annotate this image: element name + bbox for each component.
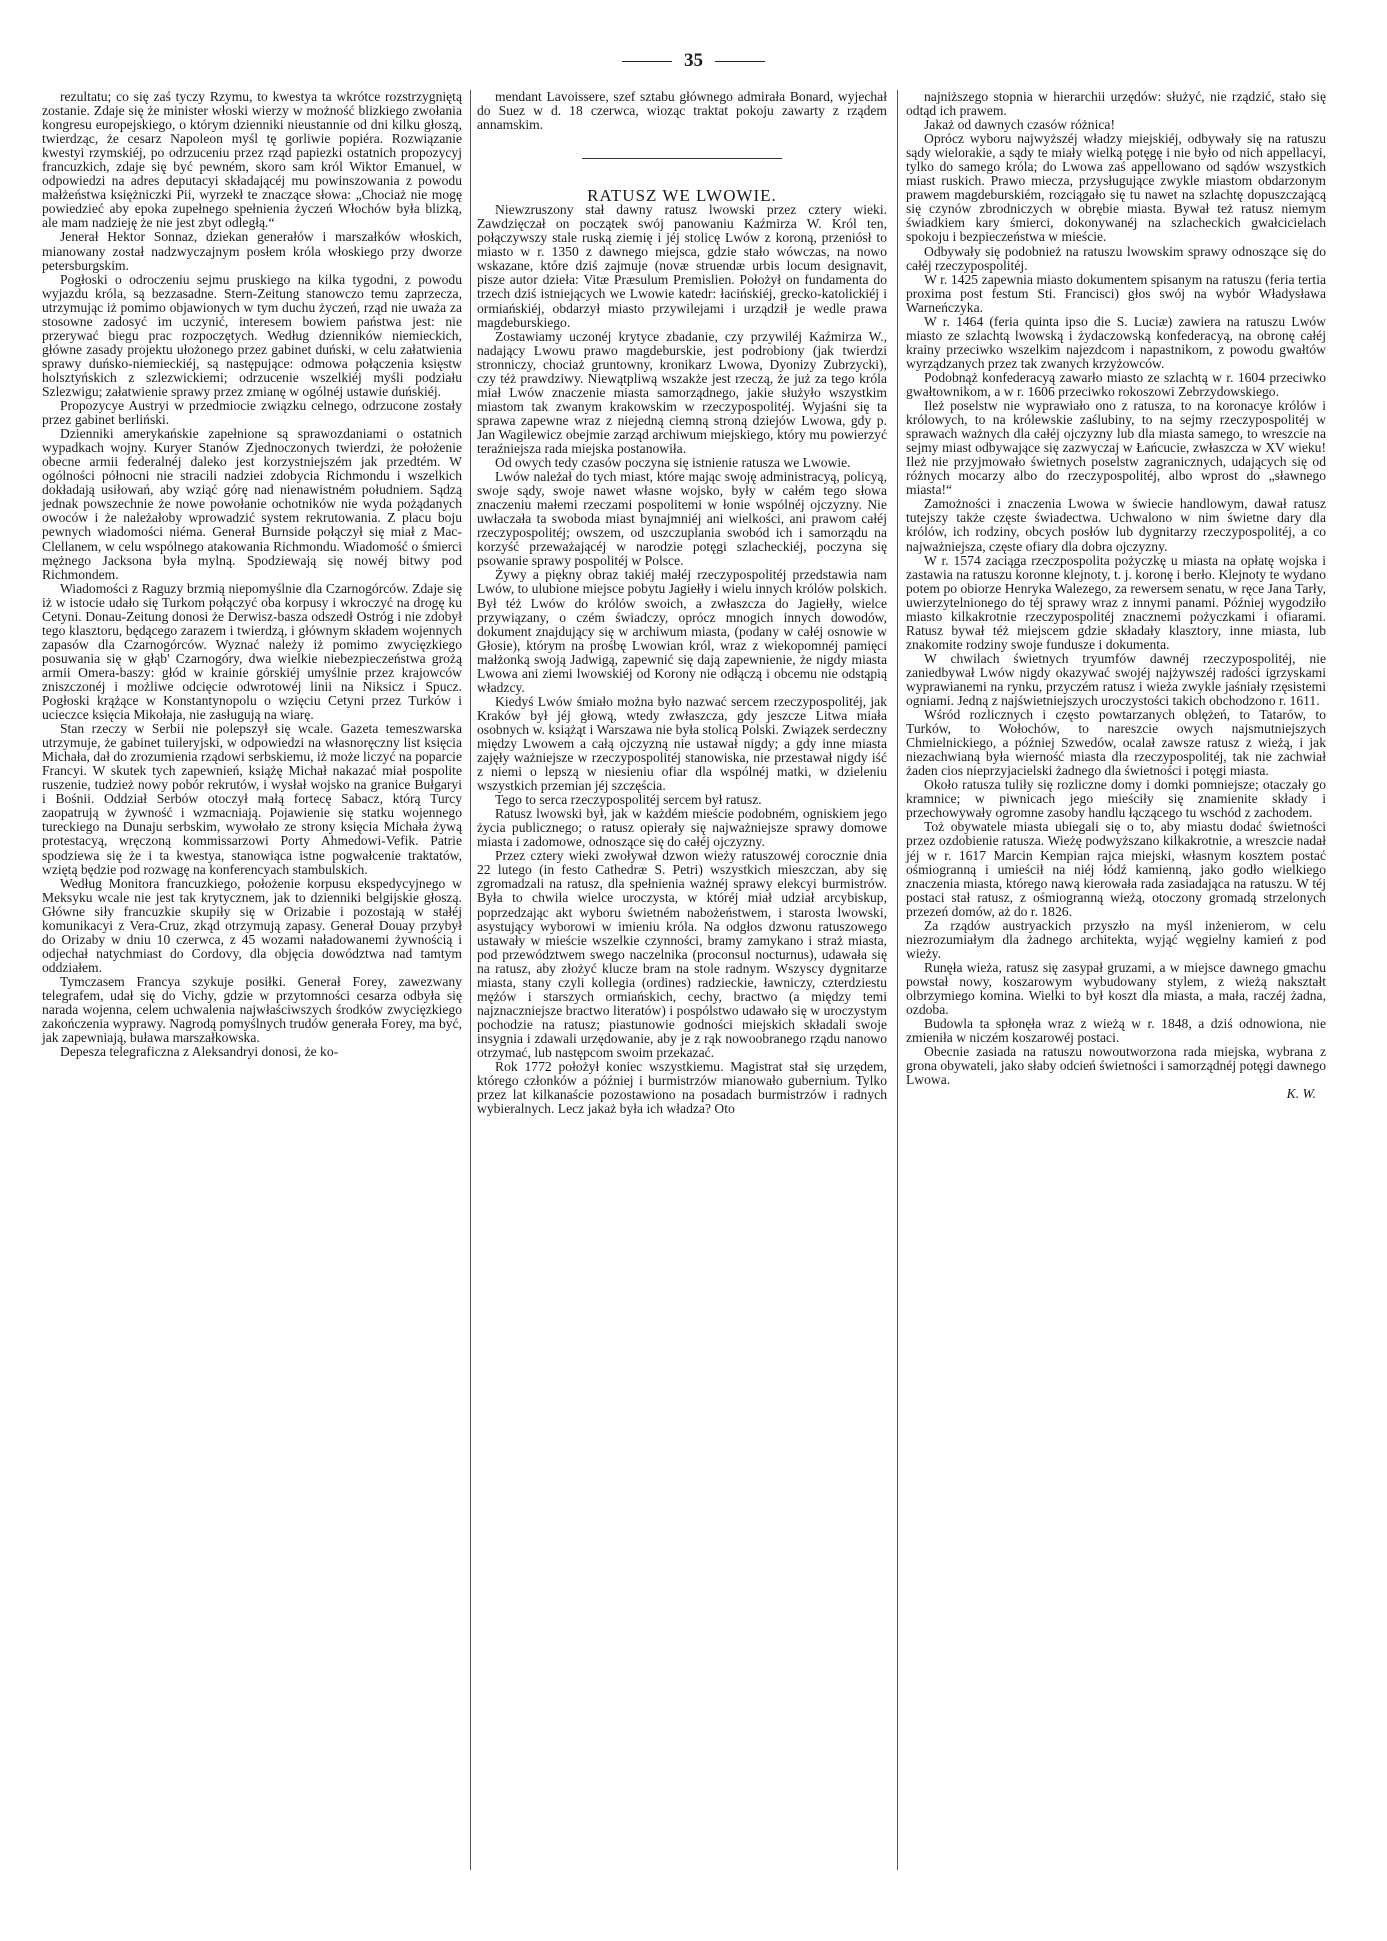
paragraph: Obecnie zasiada na ratuszu nowoutworzona rada miejska, wybrana z grona obywateli, jako słaby odcień świetności i samorządnéj potęgi dawnego Lwowa.	[906, 1044, 1326, 1088]
paragraph: Budowla ta spłonęła wraz z wieżą w r. 1848, a dziś odnowiona, nie zmieniła w niczém koszarowéj postaci.	[906, 1016, 1326, 1046]
paragraph: Jakaż od dawnych czasów różnica!	[924, 117, 1115, 133]
paragraph: Kiedyś Lwów śmiało można było nazwać sercem rzeczypospolitéj, jak Kraków był jéj głową, wtedy zwłaszcza, gdy jeszcze Litwa miała osobnych w. książąt i Warszawa nie była stolicą Polski. Związek serdeczny między Lwowem a całą ojczyzną nie ustawał nigdy; a gdy inne miasta zajęły ważniejsze w rzeczypospolitéj stanowiska, nie przestawał nigdy iść z niemi o lepszą w niesieniu ofiar dla wspólnéj matki, w dzieleniu wszystkich przemian jéj szczęścia.	[477, 693, 887, 794]
dash-left	[622, 61, 672, 62]
paragraph: Pogłoski o odroczeniu sejmu pruskiego na kilka tygodni, z powodu wyjazdu króla, są bezzasadne. Stern-Zeitung stanowczo temu zaprzecza, utrzymując iż pomimo objawionych w tym duchu życzeń, rząd nie uważa za stosowne zadosyć im uczynić, interesem bowiem państwa jest: nie przerywać biegu prac rozpoczętych. Według dzienników niemieckich, główne zasady projektu ułożonego przez gabinet duński, w celu załatwienia sprawy duńsko-niemieckiéj, są następujące: odmowa połączenia księstw holsztyńskich z szlezwickiemi; odrzucenie wszelkiéj myśli podziału Szlezwigu; załatwienie sprawy przez zmianę w ogólnéj ustawie duńskiéj.	[42, 271, 462, 399]
paragraph: Propozycye Austryi w przedmiocie związku celnego, odrzucone zostały przez gabinet berliński.	[42, 398, 462, 428]
paragraph: Depesza telegraficzna z Aleksandryi donosi, że ko-	[60, 1044, 339, 1060]
column-3	[906, 90, 1326, 1101]
paragraph: Runęła wieża, ratusz się zasypał gruzami, a w miejsce dawnego gmachu powstał nowy, koszarowym wybudowany stylem, z wieżą nakształt olbrzymiego komina. Wielki to był koszt dla miasta, a mała, raczéj żadna, ozdoba.	[906, 959, 1326, 1018]
paragraph: najniższego stopnia w hierarchii urzędów: służyć, nie rządzić, stało się odtąd ich prawem.	[906, 89, 1326, 119]
section-divider	[582, 158, 782, 159]
paragraph: Wiadomości z Raguzy brzmią niepomyślnie dla Czarnogórców. Zdaje się iż w istocie udało się Turkom połączyć oba korpusy i wkroczyć na drogę ku Cetyni. Donau-Zeitung donosi że Derwisz-basza odszedł Ostróg i nie zdobył tego klasztoru, będącego zarazem i twierdzą, i głównym składem wojennych zapasów dla Czarnogórców. Wyznać należy iż pomimo zwycięzkiego posuwania się w głąb' Czarnogóry, dwa wielkie niebezpieczeństwa grożą armii Omera-baszy: głód w krainie górskiéj umyślnie przez krajowców zniszczonéj i możliwe odcięcie odwrotowéj linii na Niksicz i Spucz. Pogłoski krążące w Konstantynopolu o wzięciu Cetyni przez Turków i ucieczce księcia Mikołaja, nie zasługują na wiarę.	[42, 580, 462, 723]
paragraph: Około ratusza tuliły się rozliczne domy i domki pomniejsze; otaczały go kramnice; w piwnicach jego mieściły się znamienite składy i przechowywały ogromne zasoby handlu łączącego tu wschód z zachodem.	[906, 777, 1326, 821]
paragraph: Od owych tedy czasów poczyna się istnienie ratusza we Lwowie.	[495, 455, 851, 471]
paragraph: Lwów należał do tych miast, które mając swoję administracyą, policyą, swoje sądy, swoje nawet własne wojsko, były w całém tego słowa znaczeniu małemi rzeczami pospolitemi w łonie wspólnéj ojczyzny. Nie uwłaczała ta swoboda miast bynajmniéj ani wielkości, ani prawom całéj rzeczypospolitéj; owszem, od uszczuplania swobód ich i samorządu na korzyść przeważającéj w narodzie potęgi szlacheckiéj, poczyna się psowanie sprawy pospolitéj w Polsce.	[477, 469, 887, 569]
column-2	[477, 90, 887, 1116]
paragraph: Przez cztery wieki zwoływał dzwon wieży ratuszowéj corocznie dnia 22 lutego (in festo Cathedræ S. Petri) wszystkich mieszczan, aby się zgromadzali na ratusz, dla spełnienia ważnéj sprawy elekcyi burmistrów. Była to chwila wielce uroczysta, w któréj miał udział arcybiskup, poprzedzając akt wyboru świetném nabożeństwem, i starosta lwowski, asystujący wyborowi w imieniu króla. Na odgłos dzwonu ratuszowego ustawały w mieście wszelkie czynności, bramy zamykano i straż miasta, pod przewództwem swego naczelnika (proconsul nocturnus), udawała się na ratusz, aby złożyć klucze bram na stole radnym. Wszyscy dygnitarze miasta, stany czyli kollegia (ordines) radzieckie, ławniczy, czterdziestu mężów i starszych ormiańskich, cechy, bractwo (a między temi najznaczniejsze bractwo literatów) i pospólstwo udawało się w uroczystym pochodzie na ratusz; piastunowie godności miejskich składali swoje insygnia i zdawali urzędowanie, aby je z rąk nowoobranego rządu nanowo otrzymać, lub następcom swoim przekazać.	[477, 848, 887, 1060]
paragraph: Stan rzeczy w Serbii nie polepszył się wcale. Gazeta temeszwarska utrzymuje, że gabinet tuileryjski, w odpowiedzi na własnoręczny list księcia Michała, dał do zrozumienia rządowi serbskiemu, iż może liczyć na poparcie Francyi. W skutek tych zapewnień, książę Michał nakazać miał pospolite ruszenie, tudzież nowy pobór rekrutów, i wysłał wojsko na granice Bułgaryi i Bośnii. Oddział Serbów otoczył małą fortecę Sabacz, którą Turcy zaopatrują w żywność i wzmacniają. Pojawienie się statku wojennego tureckiego na Dunaju serbskim, wywołało ze strony księcia Michała żywą protestacyą, wręczoną kommissarzowi Porty Ahmedowi-Vefik. Patrie spodziewa się że i ta kwestya, stanowiąca istne pogwałcenie traktatów, wziętą będzie pod rozwagę na konferencyach stambulskich.	[42, 721, 462, 877]
paragraph: Za rządów austryackich przyszło na myśl inżenierom, w celu niezrozumiałym dla żadnego architekta, wyjąć węgielny kamień z pod wieży.	[906, 917, 1326, 961]
article-headline: RATUSZ WE LWOWIE.	[587, 186, 777, 206]
paragraph: Odbywały się podobnież na ratuszu lwowskim sprawy odnoszące się do całéj rzeczypospolitéj.	[906, 243, 1326, 273]
paragraph: Oprócz wyboru najwyższéj władzy miejskiéj, odbywały się na ratuszu sądy wielorakie, a sądy te miały wielką potęgę i nie było od nich appellacyi, tylko do samego króla; do Lwowa zaś appellowano od sądów wszystkich miast ruskich. Prawo miecza, przysługujące zwykle miastom obdarzonym prawem magdeburskiém, rozciągało się tu nawet na szlachtę dopuszczającą się czynów zbrodniczych w obrębie miasta. Bywał też ratusz niemym świadkiem kary śmierci, dokonywanéj na szlacheckich gwałcicielach spokoju i bezpieczeństwa w mieście.	[906, 131, 1326, 245]
author-signature: K. W.	[1286, 1086, 1316, 1102]
paragraph: rezultatu; co się zaś tyczy Rzymu, to kwestya ta wkrótce rozstrzygniętą zostanie. Zdaje się że minister włoski wierzy w możność blizkiego zwołania kongresu europejskiego, o którym dzienniki nieustannie od dni kilku głoszą, twierdząc, że cesarz Napoleon myśl tę gorliwie popiéra. Rozwiązanie kwestyi rzymskiéj, po odrzuceniu przez rząd papiezki ostatnich propozycyj francuzkich, zdaje się być pewném, skoro sam król Wiktor Emanuel, w odpowiedzi na adres deputacyi składającéj mu powinszowania z powodu małżeństwa księżniczki Pii, wyrzekł te znaczące słowa: „Chociaż nie mogę powiedzieć aby epoka zupełnego spełnienia życzeń Włochów była blizką, ale mam nadzieję że nie jest zbyt odległą.“	[42, 89, 462, 231]
paragraph: W r. 1574 zaciąga rzeczpospolita pożyczkę u miasta na opłatę wojska i zastawia na ratuszu koronne klejnoty, t. j. koronę i berło. Klejnoty te wydano potem po obiorze Henryka Walezego, za rewersem senatu, w ręce Jana Tarły, uwierzytelnionego do téj sprawy wraz z innymi panami. Później wygodziło miasto kilkakrotnie rzeczypospolitéj znacznemi pożyczkami i ofiarami. Ratusz bywał téż miejscem gdzie składały klasztory, inne miasta, lub znakomite rodziny swoje fundusze i dokumenta.	[906, 552, 1326, 652]
paragraph: W r. 1425 zapewnia miasto dokumentem spisanym na ratuszu (feria tertia proxima post festum Sti. Francisci) głos swój na wybór Władysława Warneńczyka.	[906, 271, 1326, 315]
paragraph: Toż obywatele miasta ubiegali się o to, aby miastu dodać świetności przez ozdobienie ratusza. Wieżę podwyższano kilkakrotnie, a wreszcie nadał jéj w r. 1617 Marcin Kempian rajca miejski, własnym kosztem postać ośmiogranną i umieścił na niéj łódź kamienną, jako godło wielkiego znaczenia miasta, którego nawą kierowała rada zasiadająca na ratuszu. W téj postaci stał ratusz, z ośmiogranną wieżą, otoczony gromadą strzelonych przezeń domów, aż do r. 1826.	[906, 819, 1326, 919]
column-rule	[897, 90, 898, 1870]
paragraph: Jenerał Hektor Sonnaz, dziekan generałów i marszałków włoskich, mianowany został nadzwyczajnym posłem króla włoskiego przy dworze petersburgskim.	[42, 229, 462, 273]
column-rule	[470, 90, 471, 1870]
page-number-text: 35	[684, 50, 703, 71]
paragraph: Tego to serca rzeczypospolitéj sercem był ratusz.	[495, 792, 762, 808]
paragraph: W r. 1464 (feria quinta ipso die S. Luciæ) zawiera na ratuszu Lwów miasto ze szlachtą lwowską i żydaczowską konfederacyą, na obronę całéj krainy przeciwko wszelkim najezdcom i napastnikom, z powodu gwałtów wyrządzanych przez tak zwanych krzyżowców.	[906, 313, 1326, 371]
paragraph: mendant Lavoissere, szef sztabu głównego admirała Bonard, wyjechał do Suez w d. 18 czerwca, wioząc traktat pokoju zawarty z rządem annamskim.	[477, 89, 887, 133]
paragraph: Zamożności i znaczenia Lwowa w świecie handlowym, dawał ratusz tutejszy także częste świadectwa. Uchwalono w nim świetne dary dla królów, ich rodziny, obcych posłów lub dygnitarzy rzeczypospolitéj, a co najważniejsza, częste ofiary dla dobra ojczyzny.	[906, 496, 1326, 554]
paragraph: Niewzruszony stał dawny ratusz lwowski przez cztery wieki. Zawdzięczał on początek swój panowaniu Kaźmirza W. Król ten, połączywszy stale ruską ziemię i jéj stolicę Lwów z koroną, przeniósł to miasto w r. 1350 z dawnego miejsca, gdzie stało wówczas, na nowo wskazane, które dziś zajmuje (novæ struendæ urbis locum designavit, pisze autor dzieła: Vitæ Præsulum Premislien. Położył on fundamenta do trzech dziś istniejących we Lwowie katedr: łacińskiéj, grecko-katolickiéj i ormiańskiéj, obdarzył miasto przywilejami i urządził je wedle prawa magdeburskiego.	[477, 202, 887, 330]
paragraph: Żywy a piękny obraz takiéj małéj rzeczypospolitéj przedstawia nam Lwów, to ulubione miejsce pobytu Jagiełły i wielu innych królów polskich. Był téż Lwów do królów swoich, a zwłaszcza do Jagiełły, wielce przywiązany, o czém świadczy, oprócz mnogich innych dowodów, dokument znajdujący się w archiwum miasta, (podany w całéj osnowie w Głosie), którym na prośbę Lwowian król, wraz z wiekopomnéj pamięci małżonką swoją Jadwigą, zapewnić się dają zapewnienie, że nigdy miasta Lwowa ani ziemi lwowskiéj od Korony nie odłączą i obcemu nie odstąpią władzcy.	[477, 567, 887, 695]
paragraph: Dzienniki amerykańskie zapełnione są sprawozdaniami o ostatnich wypadkach wojny. Kuryer Stanów Zjednoczonych twierdzi, że położenie obecne armii federalnéj daleko jest korzystniejszém jak przedtém. W ogólności północni nie stracili nadziei zdobycia Richmondu i wszelkich dokładają usiłowań, aby wziąć górę nad nienawistném południem. Sądzą jednak powszechnie że nowe powołanie ochotników nie wyda pożądanych owoców i że należałoby wprowadzić system rekrutowania. Z placu boju pewnych wiadomości niéma. Generał Burnside połączył się miał z Mac-Clellanem, w celu wspólnego atakowania Richmondu. Wiadomość o śmierci mężnego Jacksona była mylną. Spodziewają się nowéj bitwy pod Richmondem.	[42, 426, 462, 582]
paragraph: Ratusz lwowski był, jak w każdém mieście podobném, ogniskiem jego życia publicznego; o ratusz opierały się najważniejsze sprawy domowe miasta i zadomowe, odnoszące się do całéj ojczyzny.	[477, 806, 887, 850]
paragraph: Według Monitora francuzkiego, położenie korpusu ekspedycyjnego w Meksyku wcale nie jest tak krytycznem, jak to dzienniki belgijskie głoszą. Główne siły francuzkie skupiły się w Orizabie i pozostają w stałéj komunikacyi z Vera-Cruz, zkąd otrzymują zapasy. Generał Douay przybył do Orizaby w dniu 10 czerwca, z 45 wozami naładowanemi żywnością i odjechał natychmiast do Cordovy, dla objęcia dowództwa nad tamtym oddziałem.	[42, 875, 462, 975]
paragraph: W chwilach świetnych tryumfów dawnéj rzeczypospolitéj, nie zaniedbywał Lwów nigdy okazywać swojéj najżywszéj radości igrzyskami wyprawianemi na rynku, przyczém ratusz i wieża zwykle jaśniały rzęsistemi ogniami. Jedną z najświetniejszych uroczystości takich obchodzono r. 1611.	[906, 650, 1326, 709]
page-number	[0, 50, 1387, 72]
column-1	[42, 90, 462, 1059]
paragraph: Rok 1772 położył koniec wszystkiemu. Magistrat stał się urzędem, którego członków a później i burmistrzów mianowało gubernium. Tylko przez lat kilkanaście pozostawiono na posadach burmistrzów i radnych wybieralnych. Lecz jakaż była ich władza? Oto	[477, 1059, 887, 1117]
paragraph: Tymczasem Francya szykuje posiłki. Generał Forey, zawezwany telegrafem, udał się do Vichy, gdzie w przytomności cesarza odbyła się narada wojenna, celem uchwalenia najwłaściwszych środków zwycięzkiego zakończenia wyprawy. Nagrodą pomyślnych trudów generała Forey, ma być, jak zapewniają, buława marszałkowska.	[42, 973, 462, 1046]
paragraph: Podobnąż konfederacyą zawarło miasto ze szlachtą w r. 1604 przeciwko gwałtownikom, a w r. 1606 przeciwko rokoszowi Zebrzydowskiego.	[906, 369, 1326, 399]
paragraph: Zostawiamy uczonéj krytyce zbadanie, czy przywiléj Kaźmirza W., nadający Lwowu prawo magdeburskie, jest podrobiony (jak twierdzi stronniczy, chociaż gruntowny, kronikarz Lwowa, Dyonizy Zubrzycki), czy téż prawdziwy. Niewątpliwą wszakże jest rzeczą, że już za tego króla miał Lwów znaczenie miasta samorządnego, jakie służyło wszystkim miastom tak zwanym krakowskim w rzeczypospolitéj. Wyjaśni się ta sprawa zapewne wraz z niejedną ciemną stroną dziejów Lwowa, gdy p. Jan Wagilewicz obejmie zarząd archiwum miejskiego, który mu powierzyć teraźniejsza rada miejska postanowiła.	[477, 328, 887, 456]
dash-right	[715, 61, 765, 62]
paragraph: Ileż poselstw nie wyprawiało ono z ratusza, to na koronacye królów i królowych, to na królewskie zaślubiny, to na sejmy rzeczypospolitéj w sprawach ważnych dla całéj ojczyzny lub dla miasta samego, to wreszcie na sejmy miast odbywające się zazwyczaj w Łańcucie, zwłaszcza w XV wieku! Ileż nie przyjmowało świetnych poselstw zagranicznych, udających się od różnych mocarzy albo do rzeczypospolitéj, albo wprost do „sławnego miasta!“	[906, 398, 1326, 498]
paragraph: Wśród rozlicznych i często powtarzanych oblężeń, to Tatarów, to Turków, to Wołochów, to nareszcie owych najsmutniejszych Chmielnickiego, a później Szwedów, ocalał zawsze ratusz z wieżą, i jak niezachwianą była wierność miasta dla rzeczypospolitéj, tak nie zachwiał żaden cios nieprzyjacielski żadnego dla świetności i potęgi miasta.	[906, 707, 1326, 779]
